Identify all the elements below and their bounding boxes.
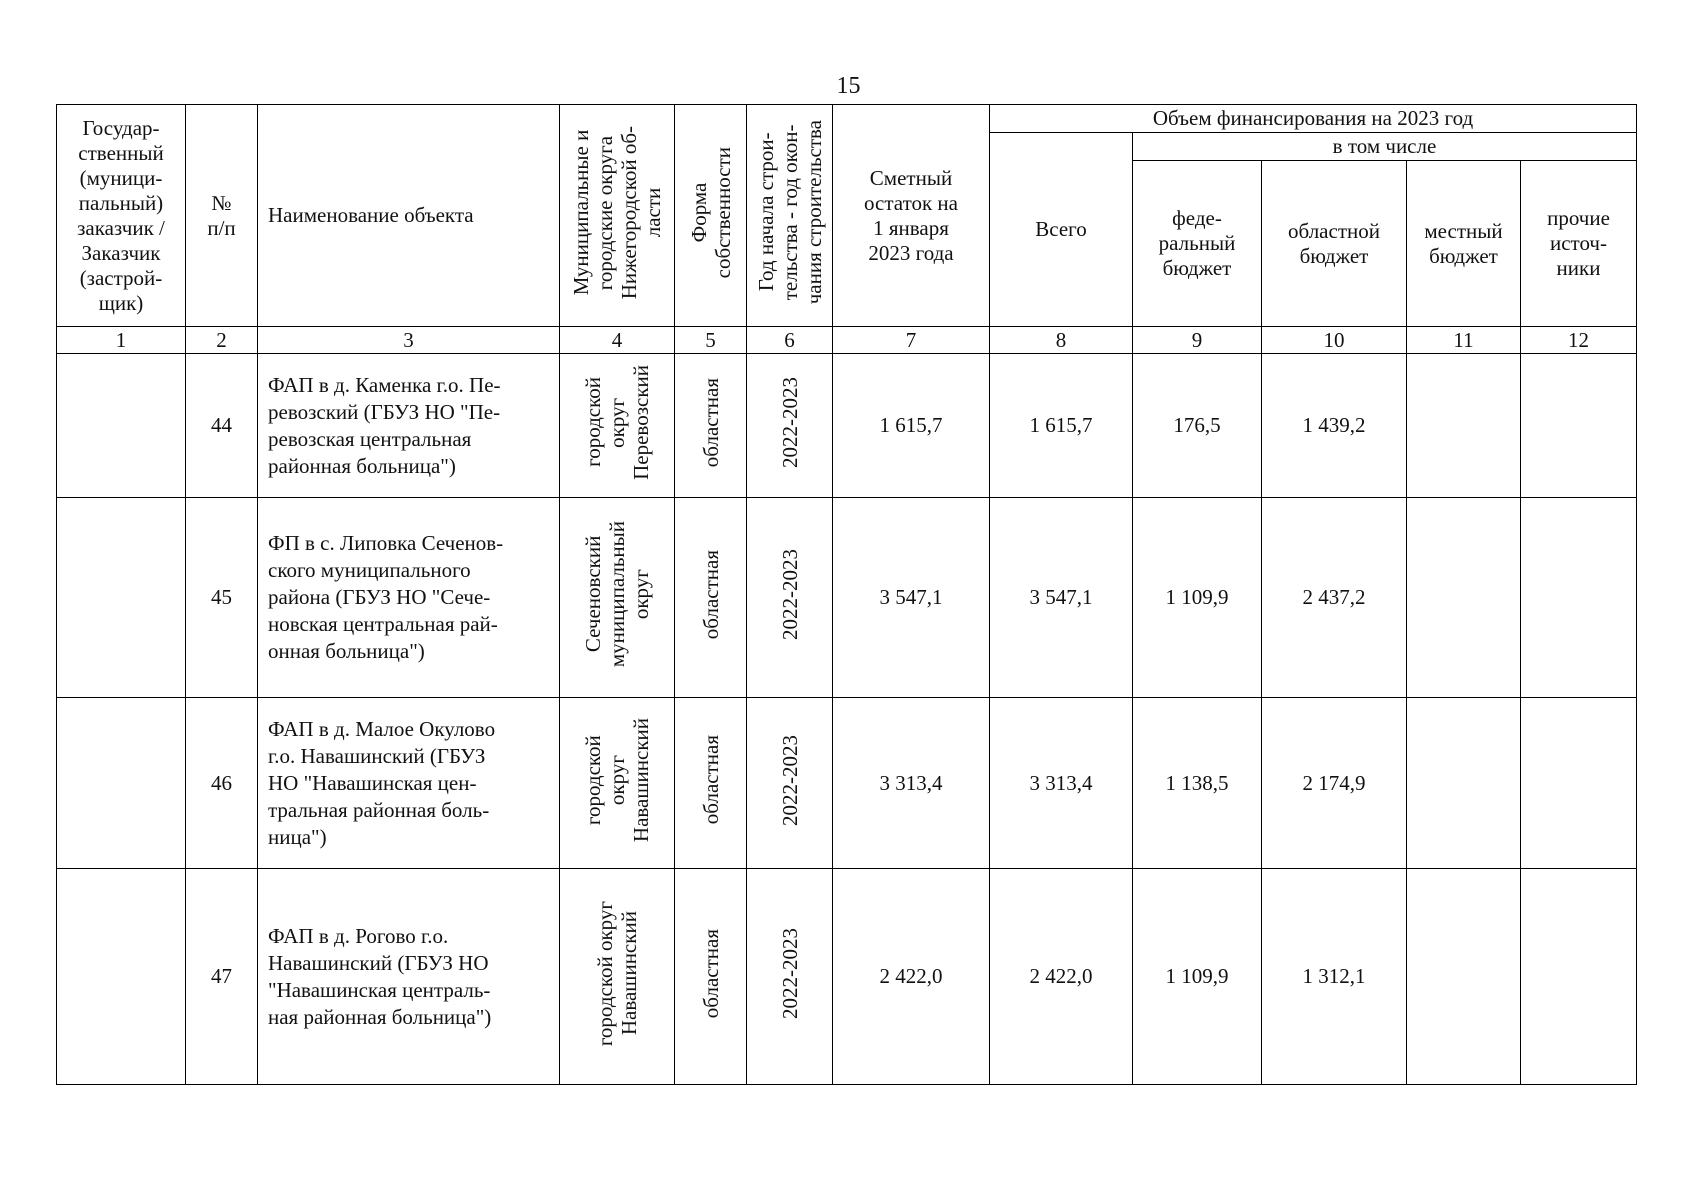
- header-row-main: [57, 105, 1637, 133]
- header-object-name: Наименование объекта: [258, 105, 560, 327]
- cell-years: 2022-2023: [747, 869, 833, 1085]
- cell-object-name: ФАП в д. Каменка г.о. Пе- ревозский (ГБУЗ НО "Пе- ревозская центральная районная больница"): [258, 354, 560, 498]
- cell-federal: 1 138,5: [1133, 698, 1262, 869]
- cell-balance: 3 313,4: [833, 698, 990, 869]
- cell-num: 46: [186, 698, 258, 869]
- cell-total: 1 615,7: [990, 354, 1133, 498]
- column-number: 10: [1262, 327, 1407, 354]
- cell-other: [1521, 354, 1637, 498]
- cell-local: [1407, 869, 1521, 1085]
- cell-balance: 1 615,7: [833, 354, 990, 498]
- cell-regional: 1 312,1: [1262, 869, 1407, 1085]
- cell-local: [1407, 498, 1521, 698]
- cell-district: городской округ Перевозский: [560, 354, 675, 498]
- cell-balance: 2 422,0: [833, 869, 990, 1085]
- cell-ownership: областная: [675, 869, 747, 1085]
- cell-object-name: ФП в с. Липовка Сеченов- ского муниципального района (ГБУЗ НО "Сече- новская центральная рай- онная больница"): [258, 498, 560, 698]
- column-number: 9: [1133, 327, 1262, 354]
- financing-table: [56, 104, 1637, 1085]
- cell-num: 44: [186, 354, 258, 498]
- cell-ownership: областная: [675, 498, 747, 698]
- header-ownership: Форма собственности: [675, 105, 747, 327]
- cell-num: 47: [186, 869, 258, 1085]
- cell-object-name: ФАП в д. Рогово г.о. Навашинский (ГБУЗ НО "Навашинская централь- ная районная больница"): [258, 869, 560, 1085]
- column-number: 4: [560, 327, 675, 354]
- cell-num: 45: [186, 498, 258, 698]
- cell-regional: 2 437,2: [1262, 498, 1407, 698]
- cell-total: 3 313,4: [990, 698, 1133, 869]
- cell-federal: 1 109,9: [1133, 498, 1262, 698]
- cell-years: 2022-2023: [747, 698, 833, 869]
- table-row: [57, 869, 1637, 1085]
- header-other: прочие источ- ники: [1521, 161, 1637, 327]
- cell-local: [1407, 698, 1521, 869]
- header-num: № п/п: [186, 105, 258, 327]
- cell-object-name: ФАП в д. Малое Окулово г.о. Навашинский (ГБУЗ НО "Навашинская цен- тральная районная боль- ница"): [258, 698, 560, 869]
- cell-years: 2022-2023: [747, 354, 833, 498]
- cell-other: [1521, 498, 1637, 698]
- page-number: 15: [836, 73, 861, 99]
- header-customer: Государ- ственный (муници- пальный) заказчик / Заказчик (застрой- щик): [57, 105, 186, 327]
- column-number: 2: [186, 327, 258, 354]
- column-number: 8: [990, 327, 1133, 354]
- cell-regional: 1 439,2: [1262, 354, 1407, 498]
- table-row: [57, 498, 1637, 698]
- column-number: 7: [833, 327, 990, 354]
- header-financing: Объем финансирования на 2023 год: [990, 105, 1637, 133]
- column-number: 1: [57, 327, 186, 354]
- header-regional: областной бюджет: [1262, 161, 1407, 327]
- cell-total: 3 547,1: [990, 498, 1133, 698]
- cell-district: Сеченовский муниципальный округ: [560, 498, 675, 698]
- header-districts: Муниципальные и городские округа Нижегородской об- ласти: [560, 105, 675, 327]
- header-total: Всего: [990, 133, 1133, 327]
- cell-federal: 176,5: [1133, 354, 1262, 498]
- column-number: 5: [675, 327, 747, 354]
- cell-balance: 3 547,1: [833, 498, 990, 698]
- cell-customer: [57, 354, 186, 498]
- cell-years: 2022-2023: [747, 498, 833, 698]
- cell-customer: [57, 869, 186, 1085]
- header-local: местный бюджет: [1407, 161, 1521, 327]
- cell-customer: [57, 698, 186, 869]
- cell-regional: 2 174,9: [1262, 698, 1407, 869]
- table-row: [57, 698, 1637, 869]
- cell-total: 2 422,0: [990, 869, 1133, 1085]
- column-number: 6: [747, 327, 833, 354]
- cell-federal: 1 109,9: [1133, 869, 1262, 1085]
- header-years: Год начала строи- тельства - год окон- чания строительства: [747, 105, 833, 327]
- header-federal: феде- ральный бюджет: [1133, 161, 1262, 327]
- cell-district: городской округ Навашинский: [560, 869, 675, 1085]
- cell-local: [1407, 354, 1521, 498]
- column-number-row: [57, 327, 1637, 354]
- cell-other: [1521, 698, 1637, 869]
- cell-ownership: областная: [675, 698, 747, 869]
- header-balance: Сметный остаток на 1 января 2023 года: [833, 105, 990, 327]
- column-number: 12: [1521, 327, 1637, 354]
- column-number: 3: [258, 327, 560, 354]
- cell-ownership: областная: [675, 354, 747, 498]
- cell-other: [1521, 869, 1637, 1085]
- column-number: 11: [1407, 327, 1521, 354]
- table-row: [57, 354, 1637, 498]
- header-including: в том числе: [1133, 133, 1637, 161]
- cell-district: городской округ Навашинский: [560, 698, 675, 869]
- cell-customer: [57, 498, 186, 698]
